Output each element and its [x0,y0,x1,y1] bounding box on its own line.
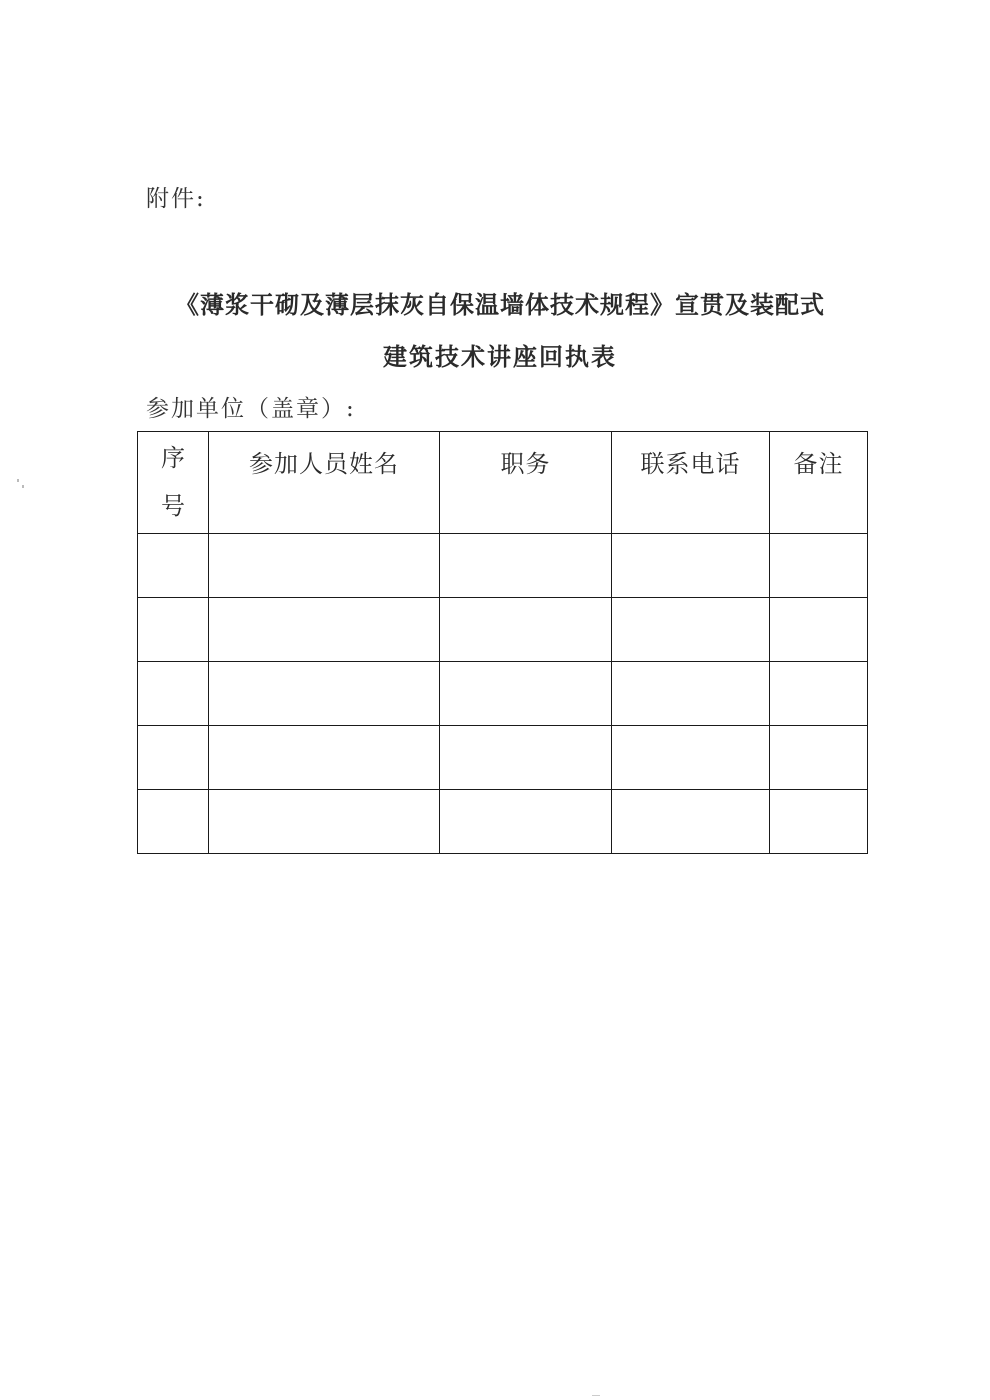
cell-note[interactable] [770,726,868,790]
cell-phone[interactable] [612,726,770,790]
cell-seq[interactable] [138,662,209,726]
table-row [138,726,868,790]
document-title-line-2: 建筑技术讲座回执表 [383,342,617,371]
cell-seq[interactable] [138,598,209,662]
header-name [209,432,440,534]
header-seq [138,432,209,534]
cell-phone[interactable] [612,662,770,726]
cell-seq[interactable] [138,726,209,790]
document-title-line-1: 《薄浆干砌及薄层抹灰自保温墙体技术规程》宣贯及装配式 [175,290,825,319]
cell-note[interactable] [770,534,868,598]
header-position [440,432,612,534]
header-note-label: 备注 [793,450,844,478]
cell-name[interactable] [209,598,440,662]
header-phone-label: 联系电话 [640,450,741,478]
table-row [138,790,868,854]
scan-artifact [17,479,19,482]
scan-artifact [592,1395,600,1396]
header-position-label: 职务 [500,450,551,478]
scan-artifact [22,485,24,488]
cell-name[interactable] [209,726,440,790]
cell-seq[interactable] [138,790,209,854]
table-header-row [138,432,868,534]
cell-name[interactable] [209,534,440,598]
cell-note[interactable] [770,662,868,726]
cell-phone[interactable] [612,790,770,854]
cell-name[interactable] [209,662,440,726]
table-row [138,598,868,662]
cell-position[interactable] [440,534,612,598]
registration-table [137,431,868,854]
table-row [138,534,868,598]
cell-note[interactable] [770,598,868,662]
cell-position[interactable] [440,662,612,726]
header-note [770,432,868,534]
cell-seq[interactable] [138,534,209,598]
attachment-label: 附件: [146,186,206,212]
cell-position[interactable] [440,726,612,790]
cell-position[interactable] [440,790,612,854]
header-phone [612,432,770,534]
cell-position[interactable] [440,598,612,662]
cell-note[interactable] [770,790,868,854]
header-seq-label: 序号 [161,444,186,520]
cell-phone[interactable] [612,534,770,598]
header-name-label: 参加人员姓名 [249,450,399,478]
table-row [138,662,868,726]
cell-name[interactable] [209,790,440,854]
cell-phone[interactable] [612,598,770,662]
participating-unit-label: 参加单位（盖章）: [146,396,356,422]
